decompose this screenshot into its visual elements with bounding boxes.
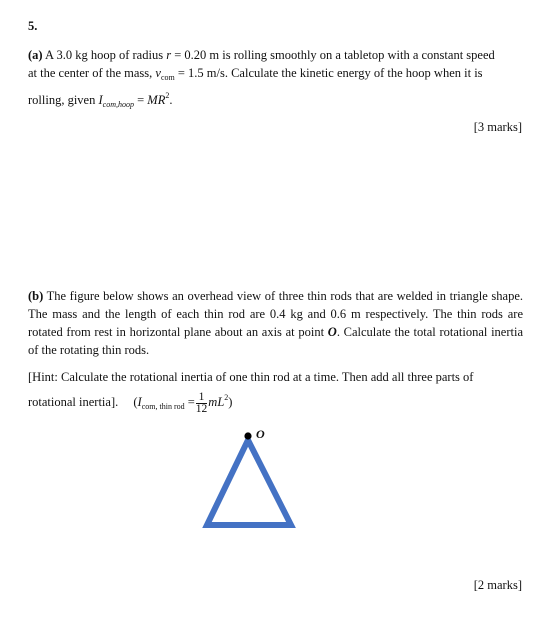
part-a-label: (a) xyxy=(28,48,43,62)
fraction-one-twelfth xyxy=(196,392,208,415)
part-b-label: (b) xyxy=(28,289,44,303)
part-a-marks: [3 marks] xyxy=(473,120,522,134)
formula-equals: = xyxy=(187,395,195,409)
formula-open-paren: ( xyxy=(133,395,138,409)
pivot-label-o: O xyxy=(256,427,265,441)
part-b-marks: [2 marks] xyxy=(473,578,522,592)
symbol-i-subscript: com,hoop xyxy=(102,100,134,109)
part-a-line-2 xyxy=(28,64,525,87)
fraction-denominator: 12 xyxy=(195,402,208,415)
equals-sign: = xyxy=(137,93,145,107)
triangle-rods-figure xyxy=(195,425,305,530)
part-a-text-5: rolling, given xyxy=(28,93,96,107)
part-b-text xyxy=(28,287,523,359)
part-a-text-3: at the center of the mass, xyxy=(28,66,153,80)
part-b-paragraph-start: The figure below shows an overhead view of three thin rods that are welded in triangle shape. The mass and the length of each thin rod are 0.4 kg and 0.6 m respectively. The thin rods are rotated from rest in horizontal plane about an axis at point xyxy=(28,289,523,339)
pivot-point-o xyxy=(244,432,251,439)
formula-exponent: 2 xyxy=(224,393,229,402)
part-a-text-4: = 1.5 m/s. Calculate the kinetic energy of the hoop when it is xyxy=(177,66,483,80)
formula-ml: mL xyxy=(208,395,225,409)
symbol-v: v xyxy=(155,66,161,80)
symbol-r: r xyxy=(166,48,172,62)
symbol-i: I xyxy=(98,93,103,107)
hint-line-1: [Hint: Calculate the rotational inertia of one thin rod at a time. Then add all three parts of xyxy=(28,370,474,384)
formula-close-paren: ) xyxy=(228,395,233,409)
part-a-end: . xyxy=(169,93,173,107)
hint-line-2 xyxy=(28,389,523,421)
part-a-text xyxy=(28,46,525,114)
formula-i-subscript: com, thin rod xyxy=(141,402,185,411)
symbol-mr: MR xyxy=(147,93,166,107)
triangle-rods xyxy=(207,440,291,525)
symbol-v-subscript: com xyxy=(160,73,175,82)
question-number: 5. xyxy=(28,19,38,33)
formula-i: I xyxy=(137,395,142,409)
part-a-text-1: A 3.0 kg hoop of radius xyxy=(45,48,164,62)
rod-inertia-formula xyxy=(133,390,233,415)
part-a-text-2: = 0.20 m is rolling smoothly on a tabletop with a constant speed xyxy=(174,48,495,62)
fraction-numerator: 1 xyxy=(196,392,208,404)
symbol-mr-exponent: 2 xyxy=(165,91,170,100)
part-b-paragraph-end: . Calculate the total rotational inertia of the rotating thin rods. xyxy=(28,325,524,357)
part-a-line-1 xyxy=(28,46,525,64)
point-o-symbol: O xyxy=(327,325,337,339)
part-a-line-3 xyxy=(28,87,525,114)
hint-line-2-text: rotational inertia]. xyxy=(28,395,119,409)
